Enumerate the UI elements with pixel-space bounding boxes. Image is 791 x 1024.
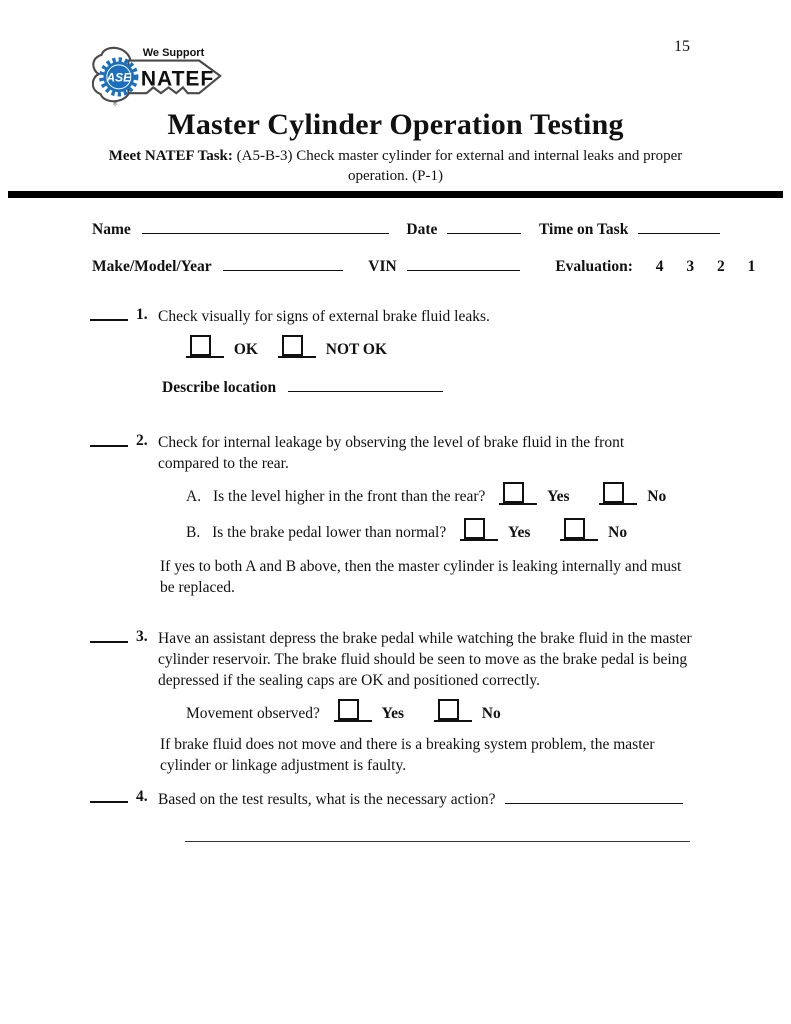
question-2b-no-box[interactable] <box>564 518 585 539</box>
item-1-score-blank[interactable] <box>90 306 128 321</box>
student-info-row <box>92 218 720 239</box>
item-1-number: 1. <box>136 306 148 323</box>
natef-task-line <box>0 148 791 165</box>
question-2b-yes-box[interactable] <box>464 518 485 539</box>
question-2a-yes-label: Yes <box>547 488 570 505</box>
header-divider <box>8 191 783 198</box>
item-4-number: 4. <box>136 788 148 805</box>
make-model-year-field[interactable] <box>223 255 343 271</box>
item-4-score-blank[interactable] <box>90 788 128 803</box>
question-2a-text: Is the level higher in the front than the rear? <box>212 488 486 505</box>
item-2-line1: Check for internal leakage by observing the level of brake fluid in the front <box>158 434 625 451</box>
vin-label: VIN <box>368 258 397 275</box>
item-2-line2: compared to the rear. <box>158 455 289 472</box>
movement-no-box[interactable] <box>438 699 459 720</box>
item-2-note <box>160 556 681 598</box>
ok-checkbox[interactable] <box>186 330 224 358</box>
task-text: (A5-B-3) Check master cylinder for external and internal leaks and proper <box>236 148 683 164</box>
logo-support-text: We Support <box>142 46 205 59</box>
item-3-note-line1: If brake fluid does not move and there is a breaking system problem, the master <box>160 736 655 753</box>
date-field[interactable] <box>447 218 521 234</box>
question-2a-row <box>186 477 682 506</box>
describe-location-label: Describe location <box>162 379 277 396</box>
item-4-body <box>158 788 683 810</box>
movement-yes-box[interactable] <box>338 699 359 720</box>
describe-location-row <box>162 376 443 397</box>
movement-yes-label: Yes <box>381 705 405 722</box>
movement-observed-question: Movement observed? <box>186 705 320 722</box>
question-2b-text: Is the brake pedal lower than normal? <box>212 524 447 541</box>
question-2a-no-box[interactable] <box>603 482 624 503</box>
item-2-text <box>158 432 624 474</box>
question-2b-row <box>186 513 643 542</box>
item-2-score-blank[interactable] <box>90 432 128 447</box>
task-item-3 <box>90 628 692 691</box>
name-field[interactable] <box>142 218 389 234</box>
evaluation-score-3[interactable]: 3 <box>686 258 695 275</box>
question-2a-no-label: No <box>647 488 667 505</box>
question-2b-yes-checkbox[interactable] <box>460 513 498 541</box>
evaluation-score-2[interactable]: 2 <box>716 258 725 275</box>
page-title: Master Cylinder Operation Testing <box>167 108 624 141</box>
not-ok-label: NOT OK <box>325 341 388 358</box>
item-2-number: 2. <box>136 432 148 449</box>
task-label: Meet NATEF Task: <box>108 148 233 164</box>
time-on-task-field[interactable] <box>638 218 720 234</box>
question-2b-yes-label: Yes <box>507 524 531 541</box>
item-3-note <box>160 734 655 776</box>
evaluation-score-4[interactable]: 4 <box>655 258 664 275</box>
movement-no-label: No <box>481 705 501 722</box>
necessary-action-field[interactable] <box>505 788 683 804</box>
registered-mark: ® <box>113 101 118 108</box>
natef-ase-logo <box>92 40 226 108</box>
item-3-note-line2: cylinder or linkage adjustment is faulty. <box>160 757 407 774</box>
logo-org-text: NATEF <box>140 67 215 91</box>
item-1-checkbox-row <box>186 330 403 359</box>
question-2b-no-label: No <box>608 524 628 541</box>
question-2a-letter: A. <box>186 488 202 505</box>
page-number: 15 <box>674 38 690 55</box>
item-3-line1: Have an assistant depress the brake pedal while watching the brake fluid in the master <box>158 630 692 647</box>
ase-logo-text: ASE <box>106 70 132 85</box>
task-text-continued: operation. (P-1) <box>348 168 443 184</box>
vehicle-info-row <box>92 255 755 276</box>
item-3-number: 3. <box>136 628 148 645</box>
vin-field[interactable] <box>407 255 520 271</box>
task-item-2 <box>90 432 624 474</box>
not-ok-checkbox-box[interactable] <box>282 335 303 356</box>
question-2a-no-checkbox[interactable] <box>599 477 637 505</box>
name-label: Name <box>92 221 131 238</box>
not-ok-checkbox[interactable] <box>278 330 316 358</box>
item-3-score-blank[interactable] <box>90 628 128 643</box>
task-item-1 <box>90 306 490 327</box>
movement-yes-checkbox[interactable] <box>334 694 372 722</box>
evaluation-score-1[interactable]: 1 <box>747 258 756 275</box>
movement-no-checkbox[interactable] <box>434 694 472 722</box>
item-2-note-line2: be replaced. <box>160 579 235 596</box>
date-label: Date <box>406 221 438 238</box>
item-4-text: Based on the test results, what is the necessary action? <box>158 791 496 808</box>
item-3-line3: depressed if the sealing caps are OK and positioned correctly. <box>158 672 541 689</box>
make-model-year-label: Make/Model/Year <box>92 258 212 275</box>
key-logo-icon <box>92 40 226 108</box>
describe-location-field[interactable] <box>288 376 443 392</box>
movement-observed-row <box>186 694 517 723</box>
task-item-4 <box>90 788 683 810</box>
ok-label: OK <box>233 341 258 358</box>
time-on-task-label: Time on Task <box>539 221 629 238</box>
question-2b-letter: B. <box>186 524 201 541</box>
necessary-action-continuation-line[interactable] <box>185 820 690 842</box>
evaluation-label: Evaluation: <box>555 258 633 275</box>
item-3-text <box>158 628 692 691</box>
ok-checkbox-box[interactable] <box>190 335 211 356</box>
item-2-note-line1: If yes to both A and B above, then the master cylinder is leaking internally and must <box>160 558 682 575</box>
question-2a-yes-box[interactable] <box>503 482 524 503</box>
question-2a-yes-checkbox[interactable] <box>499 477 537 505</box>
question-2b-no-checkbox[interactable] <box>560 513 598 541</box>
item-1-text: Check visually for signs of external brake fluid leaks. <box>158 308 490 325</box>
item-3-line2: cylinder reservoir. The brake fluid should be seen to move as the brake pedal is being <box>158 651 688 668</box>
